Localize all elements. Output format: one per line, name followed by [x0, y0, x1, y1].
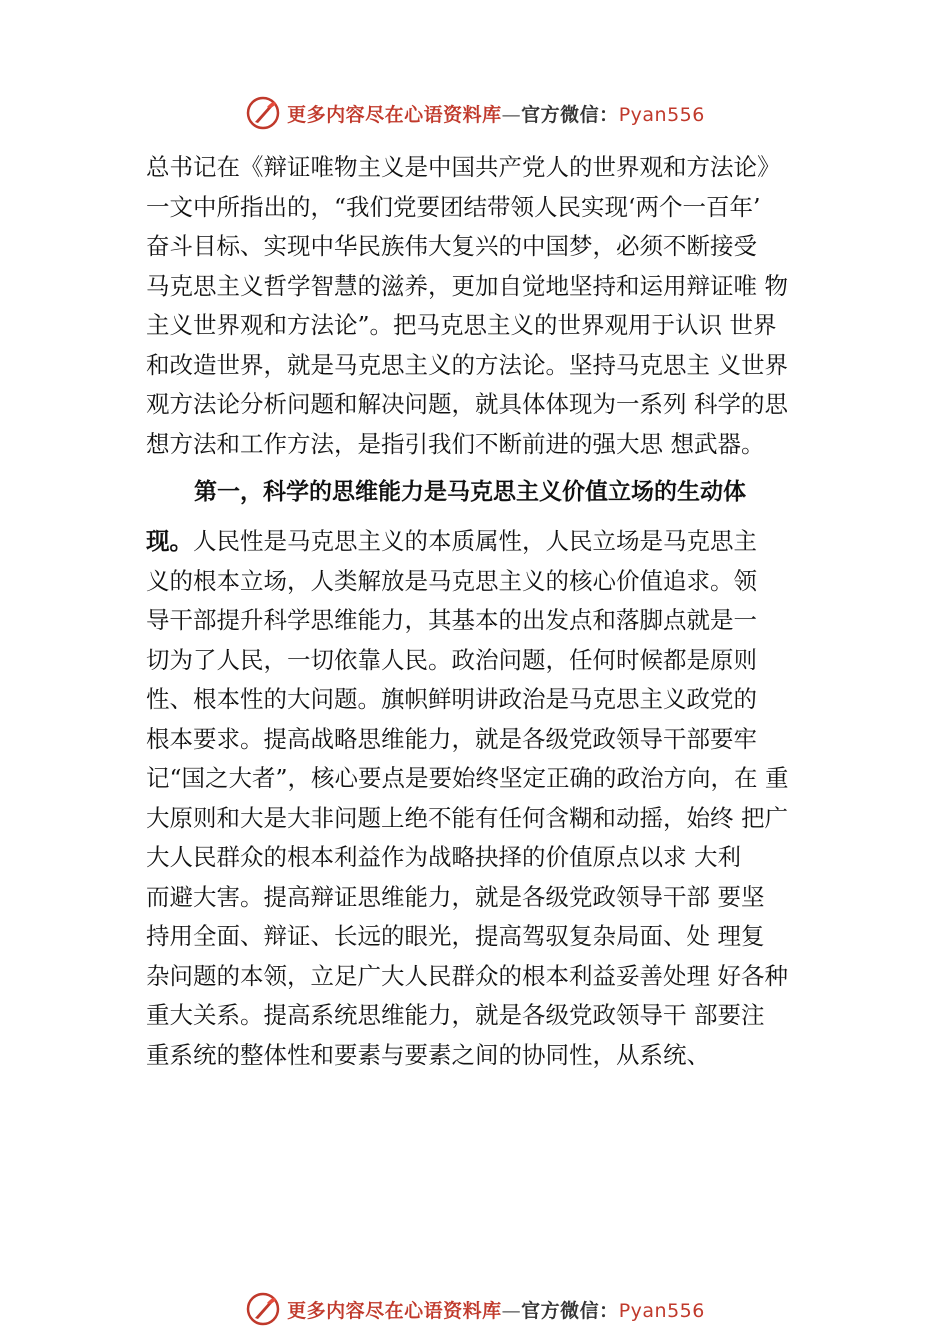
- section-heading: 第一，科学的思维能力是马克思主义价值立场的生动体: [194, 479, 746, 505]
- text-line: 想方法和工作方法，是指引我们不断前进的强大思 想武器。: [146, 429, 765, 458]
- text-line: 大原则和大是大非问题上绝不能有任何含糊和动摇，始终 把广: [146, 803, 788, 832]
- banner-wechat-label: 官方微信：: [521, 1299, 619, 1322]
- text-line: 持用全面、辩证、长远的眼光，提高驾驭复杂局面、处 理复: [146, 922, 765, 950]
- banner-wechat-id: Pyan556: [618, 1299, 705, 1322]
- heading-tail: 现。: [146, 527, 193, 555]
- text-line: 重大关系。提高系统思维能力，就是各级党政领导干 部要注: [146, 1001, 765, 1029]
- text-line: 切为了人民，一切依靠人民。政治问题，任何时候都是原则: [146, 645, 757, 674]
- text-line: 主义世界观和方法论”。把马克思主义的世界观用于认识 世界: [146, 311, 777, 339]
- text-line: 而避大害。提高辩证思维能力，就是各级党政领导干部 要坚: [146, 882, 765, 911]
- text-line: [146, 522, 836, 562]
- banner-separator: —: [501, 103, 522, 126]
- text-line: 一文中所指出的，“我们党要团结带领人民实现‘两个一百年’: [146, 192, 761, 221]
- paragraph-2: [146, 522, 836, 1075]
- banner-main-text: 更多内容尽在心语资料库: [287, 1299, 502, 1322]
- text-line: 导干部提升科学思维能力，其基本的出发点和落脚点就是一: [146, 606, 757, 634]
- text-line: 马克思主义哲学智慧的滋养，更加自觉地坚持和运用辩证唯 物: [146, 271, 788, 300]
- text-line: 杂问题的本领，立足广大人民群众的根本利益妥善处理 好各种: [146, 961, 788, 990]
- paragraph-1: [146, 148, 836, 464]
- text-line: 观方法论分析问题和解决问题，就具体体现为一系列 科学的思: [146, 390, 788, 418]
- text-line: 义的根本立场，人类解放是马克思主义的核心价值追求。领: [146, 566, 757, 595]
- text-line: 奋斗目标、实现中华民族伟大复兴的中国梦，必须不断接受: [146, 232, 757, 260]
- quill-logo-icon: [245, 95, 281, 131]
- text-line: 总书记在《辩证唯物主义是中国共产党人的世界观和方法论》: [146, 153, 781, 181]
- text-line: 和改造世界，就是马克思主义的方法论。坚持马克思主 义世界: [146, 350, 788, 379]
- text-line: 性、根本性的大问题。旗帜鲜明讲政治是马克思主义政党的: [146, 685, 757, 713]
- text-line: 记“国之大者”，核心要点是要始终坚定正确的政治方向，在 重: [146, 764, 789, 792]
- header-banner: [0, 93, 950, 133]
- text-line: 大人民群众的根本利益作为战略抉择的价值原点以求 大利: [146, 843, 741, 871]
- text-line: 根本要求。提高战略思维能力，就是各级党政领导干部要牢: [146, 724, 757, 753]
- document-body: [146, 148, 836, 1075]
- banner-text: [287, 100, 705, 127]
- text-line-rest: 人民性是马克思主义的本质属性，人民立场是马克思主: [193, 527, 757, 555]
- banner-main-text: 更多内容尽在心语资料库: [287, 103, 502, 126]
- text-line: 重系统的整体性和要素与要素之间的协同性，从系统、: [146, 1040, 710, 1069]
- banner-wechat-id: Pyan556: [618, 103, 705, 126]
- banner-separator: —: [501, 1299, 522, 1322]
- banner-wechat-label: 官方微信：: [521, 103, 619, 126]
- footer-banner: [0, 1289, 950, 1329]
- banner-text: [287, 1296, 705, 1323]
- quill-logo-icon: [245, 1291, 281, 1327]
